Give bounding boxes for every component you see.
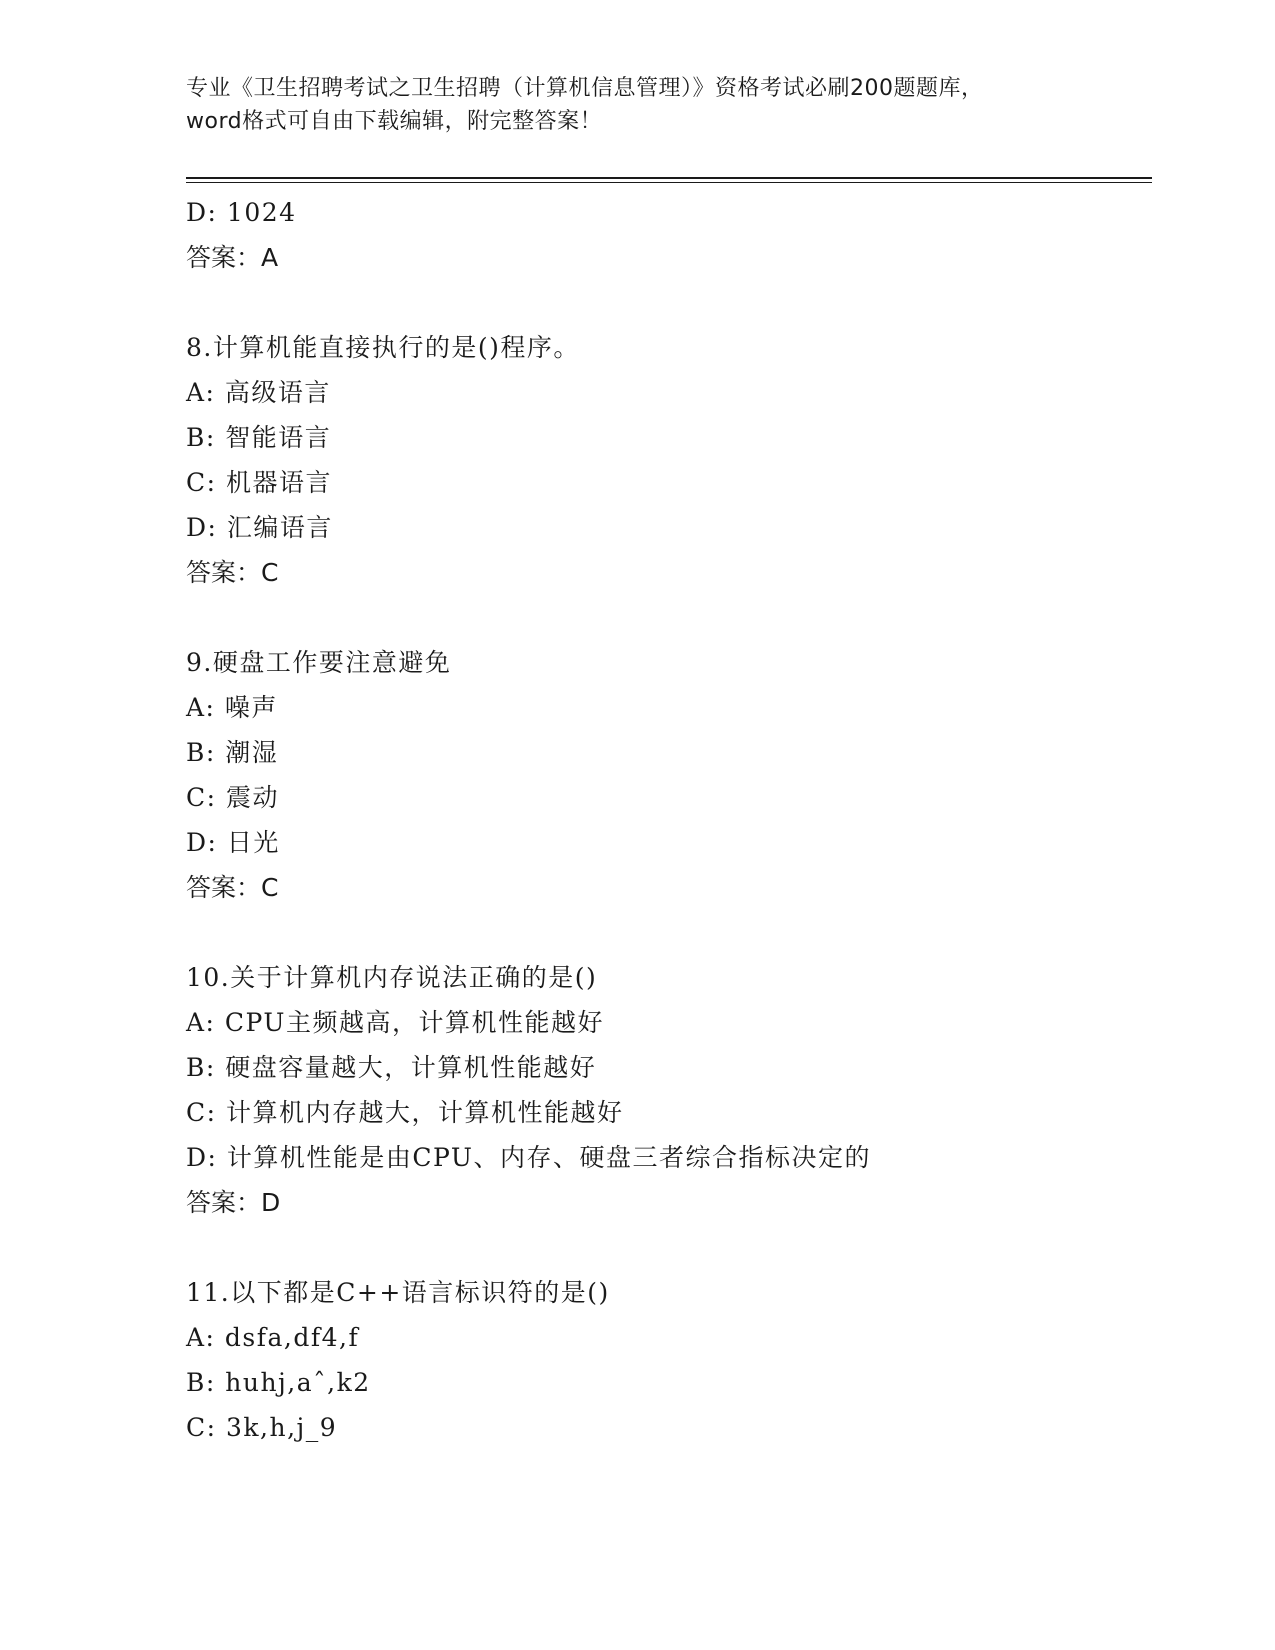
option-c: C: 3k,h,j_9: [186, 1413, 338, 1442]
answer-line: 答案：C: [186, 558, 279, 587]
document-header: [186, 72, 1106, 138]
option-d: D: 1024: [186, 198, 297, 227]
question-stem: 11.以下都是C++语言标识符的是(): [186, 1278, 610, 1307]
option-c: C: 机器语言: [186, 468, 332, 497]
header-line-2: word格式可自由下载编辑，附完整答案！: [186, 109, 603, 134]
question-stem: 10.关于计算机内存说法正确的是(): [186, 963, 598, 992]
answer-line: 答案：A: [186, 243, 279, 272]
option-c: C: 震动: [186, 783, 279, 812]
answer-line: 答案：D: [186, 1188, 281, 1217]
option-a: A: CPU主频越高，计算机性能越好: [186, 1008, 605, 1037]
question-11: [186, 1270, 1146, 1450]
previous-question-tail: [186, 190, 1146, 280]
option-d: D: 日光: [186, 828, 280, 857]
header-rule-thick: [186, 177, 1152, 179]
question-stem: 9.硬盘工作要注意避免: [186, 648, 452, 677]
question-stem: 8.计算机能直接执行的是()程序。: [186, 333, 580, 362]
option-b: B: huhj,aˆ,k2: [186, 1368, 371, 1397]
option-c: C: 计算机内存越大，计算机性能越好: [186, 1098, 624, 1127]
option-b: B: 智能语言: [186, 423, 332, 452]
header-rule-thin: [186, 182, 1152, 183]
question-9: [186, 640, 1146, 910]
question-8: [186, 325, 1146, 595]
option-d: D: 汇编语言: [186, 513, 333, 542]
option-b: B: 硬盘容量越大，计算机性能越好: [186, 1053, 597, 1082]
option-a: A: dsfa,df4,f: [186, 1323, 360, 1352]
question-list: [186, 190, 1146, 1450]
answer-line: 答案：C: [186, 873, 279, 902]
question-10: [186, 955, 1146, 1225]
option-b: B: 潮湿: [186, 738, 279, 767]
option-d: D: 计算机性能是由CPU、内存、硬盘三者综合指标决定的: [186, 1143, 871, 1172]
header-line-1: 专业《卫生招聘考试之卫生招聘（计算机信息管理）》资格考试必刷200题题库，: [186, 76, 984, 101]
option-a: A: 高级语言: [186, 378, 331, 407]
option-a: A: 噪声: [186, 693, 278, 722]
